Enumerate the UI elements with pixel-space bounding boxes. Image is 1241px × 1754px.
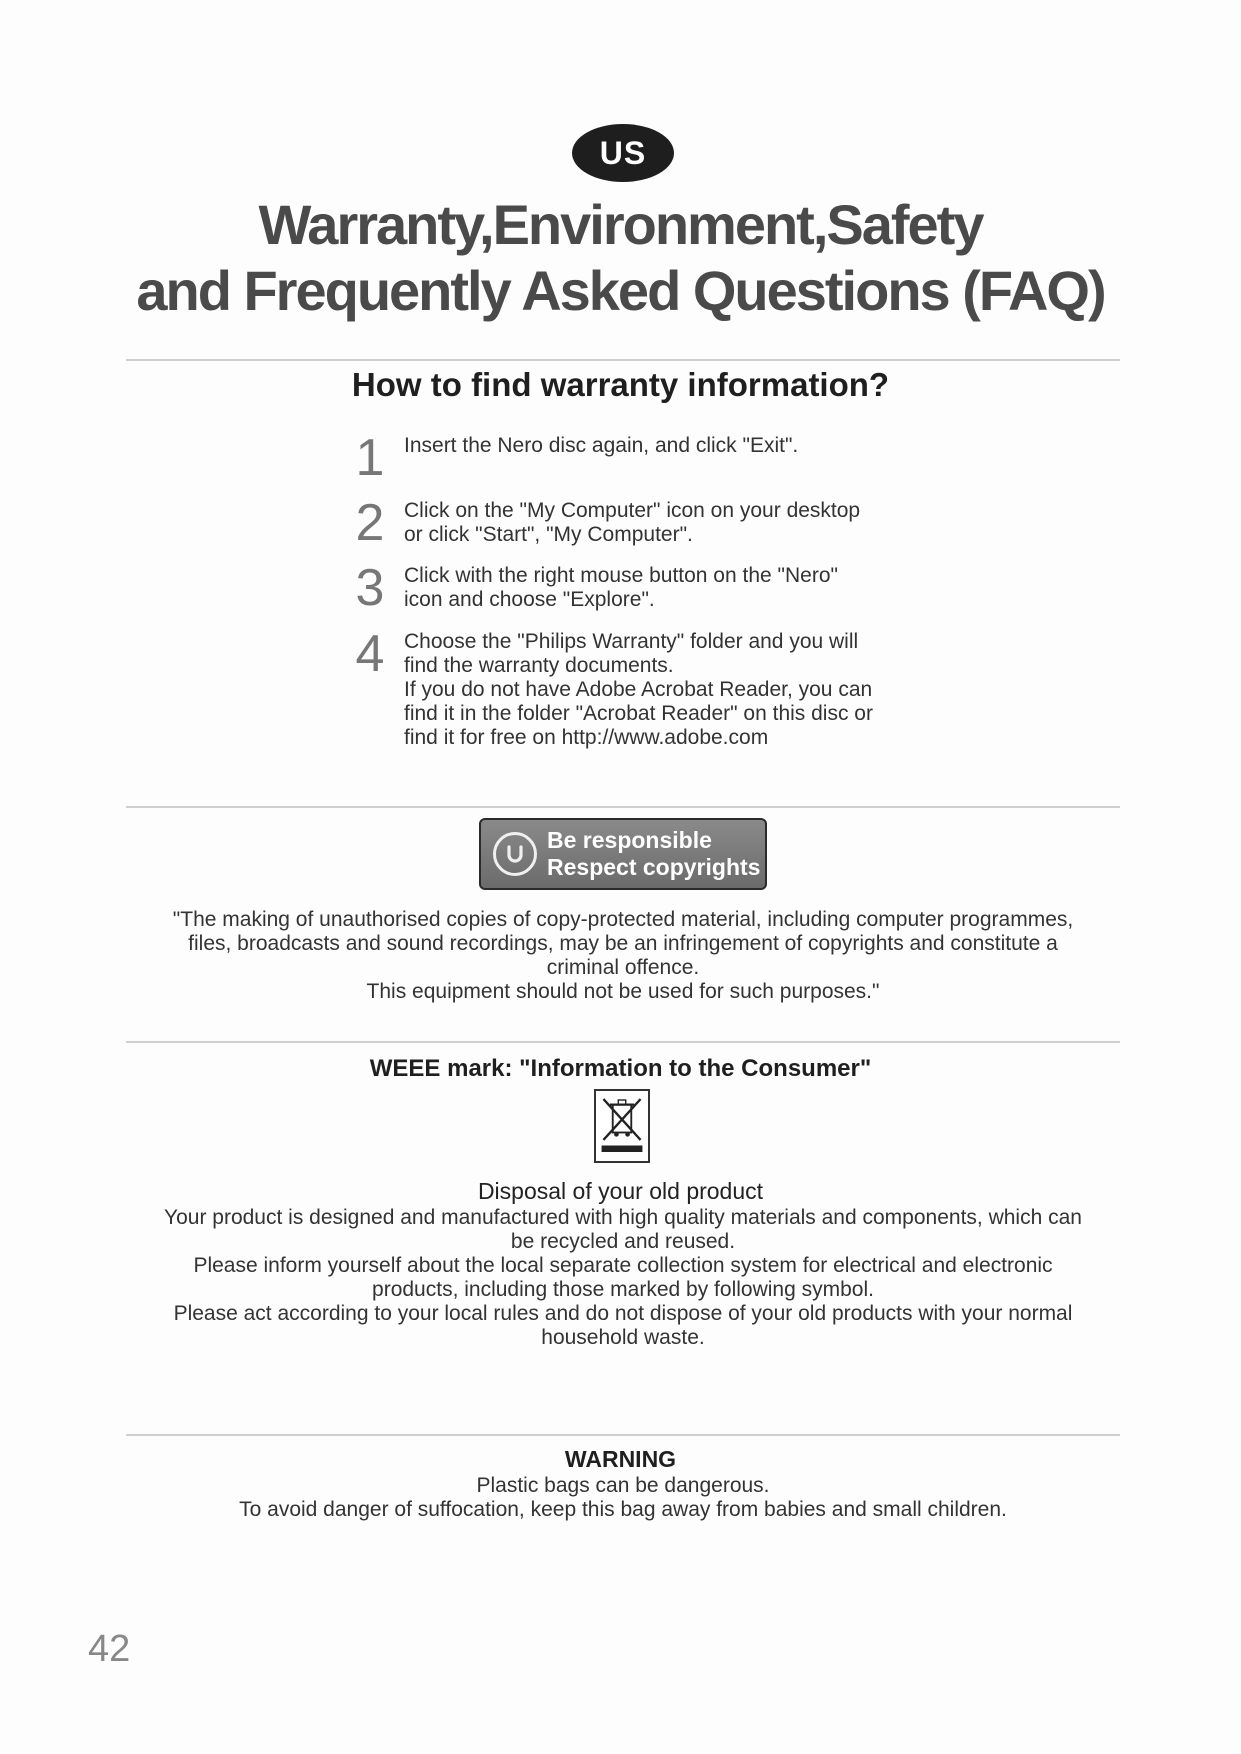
warning-heading: WARNING [564, 1446, 677, 1472]
philips-u-logo-icon [493, 832, 537, 876]
step-number: 2 [355, 494, 385, 552]
divider [126, 1041, 1120, 1043]
step-text: Insert the Nero disc again, and click "Exit". [404, 434, 799, 457]
step-text: Choose the "Philips Warranty" folder and you will find the warranty documents. If you do not have Adobe Acrobat Reader, you can find it in the folder "Acrobat Reader" on this disc or find it for free on http://www.adobe.com [404, 630, 873, 749]
page-number: 42 [88, 1628, 131, 1670]
badge-line-2: Respect copyrights [547, 854, 761, 880]
divider [126, 359, 1120, 361]
divider [126, 1434, 1120, 1436]
page-title [0, 192, 1241, 324]
step-number: 3 [355, 559, 385, 617]
step-text: Click on the "My Computer" icon on your desktop or click "Start", "My Computer". [404, 499, 861, 546]
badge-line-1: Be responsible [547, 827, 712, 853]
step-text: Click with the right mouse button on the "Nero" icon and choose "Explore". [404, 564, 838, 611]
disposal-text: Your product is designed and manufactured with high quality materials and components, which can be recycled and reused. Please inform yourself about the local separate collection system for electrical and electronic products, including those marked by following symbol. Please act according to your local rules and do not dispose of your old products with your normal household waste. [164, 1206, 1082, 1349]
step-number: 1 [355, 429, 385, 487]
language-badge: US [572, 124, 674, 182]
divider [126, 806, 1120, 808]
page-title-line-1: Warranty,Environment,Safety [258, 193, 983, 256]
respect-copyrights-badge [479, 818, 767, 890]
warranty-heading: How to find warranty information? [351, 366, 890, 403]
step-number: 4 [355, 625, 385, 683]
disposal-subheading: Disposal of your old product [477, 1178, 764, 1204]
page-title-line-2: and Frequently Asked Questions (FAQ) [136, 259, 1105, 322]
crossed-bin-icon [594, 1089, 650, 1163]
badge-text [547, 827, 760, 881]
copyright-notice: "The making of unauthorised copies of copy-protected material, including computer programmes, files, broadcasts and sound recordings, may be an infringement of copyrights and constitute a criminal offence. This equipment should not be used for such purposes." [172, 908, 1074, 1003]
weee-heading: WEEE mark: "Information to the Consumer" [369, 1055, 872, 1082]
warning-text: Plastic bags can be dangerous. To avoid danger of suffocation, keep this bag away from babies and small children. [239, 1474, 1007, 1521]
